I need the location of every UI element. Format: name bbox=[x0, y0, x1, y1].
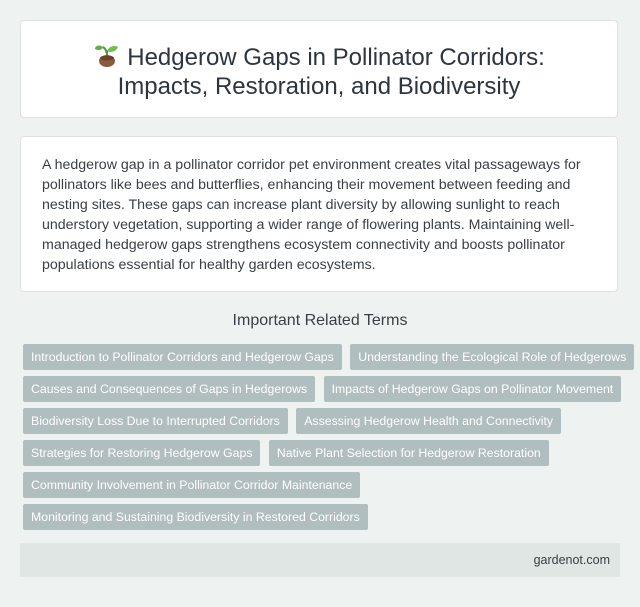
related-term-tag[interactable]: Native Plant Selection for Hedgerow Restoration bbox=[269, 440, 549, 466]
intro-paragraph: A hedgerow gap in a pollinator corridor pet environment creates vital passageways for pollinators like bees and butterflies, enhancing their movement between feeding and nesting sites. These gaps can increase plant diversity by allowing sunlight to reach understory vegetation, supporting a wider range of flowering plants. Maintaining well-managed hedgerow gaps strengthens ecosystem connectivity and boosts pollinator populations essential for healthy garden ecosystems. bbox=[42, 157, 581, 273]
tag-row bbox=[23, 504, 623, 530]
page-title bbox=[21, 42, 617, 101]
related-term-tag[interactable]: Assessing Hedgerow Health and Connectivity bbox=[296, 408, 561, 434]
related-term-tag[interactable]: Community Involvement in Pollinator Corridor Maintenance bbox=[23, 472, 360, 498]
related-term-tag[interactable]: Introduction to Pollinator Corridors and Hedgerow Gaps bbox=[23, 344, 342, 370]
related-term-tag[interactable]: Impacts of Hedgerow Gaps on Pollinator Movement bbox=[324, 376, 622, 402]
title-card bbox=[20, 20, 618, 118]
title-line-1: Hedgerow Gaps in Pollinator Corridors: bbox=[127, 44, 545, 71]
intro-card bbox=[20, 136, 618, 292]
related-terms-heading: Important Related Terms bbox=[232, 312, 408, 329]
tag-row bbox=[23, 376, 623, 402]
tag-row bbox=[23, 440, 623, 466]
tag-row bbox=[23, 344, 627, 370]
related-term-tag[interactable]: Monitoring and Sustaining Biodiversity in Restored Corridors bbox=[23, 504, 368, 530]
tag-row bbox=[23, 408, 623, 434]
related-term-tag[interactable]: Biodiversity Loss Due to Interrupted Corridors bbox=[23, 408, 288, 434]
related-terms-list bbox=[23, 344, 627, 536]
footer-site-link[interactable]: gardenot.com bbox=[533, 553, 610, 567]
related-term-tag[interactable]: Understanding the Ecological Role of Hedgerows bbox=[350, 344, 634, 370]
tag-row bbox=[23, 472, 623, 498]
footer bbox=[20, 543, 620, 577]
title-line-2: Impacts, Restoration, and Biodiversity bbox=[117, 73, 521, 100]
seedling-icon bbox=[93, 42, 121, 68]
related-term-tag[interactable]: Strategies for Restoring Hedgerow Gaps bbox=[23, 440, 260, 466]
related-term-tag[interactable]: Causes and Consequences of Gaps in Hedgerows bbox=[23, 376, 315, 402]
